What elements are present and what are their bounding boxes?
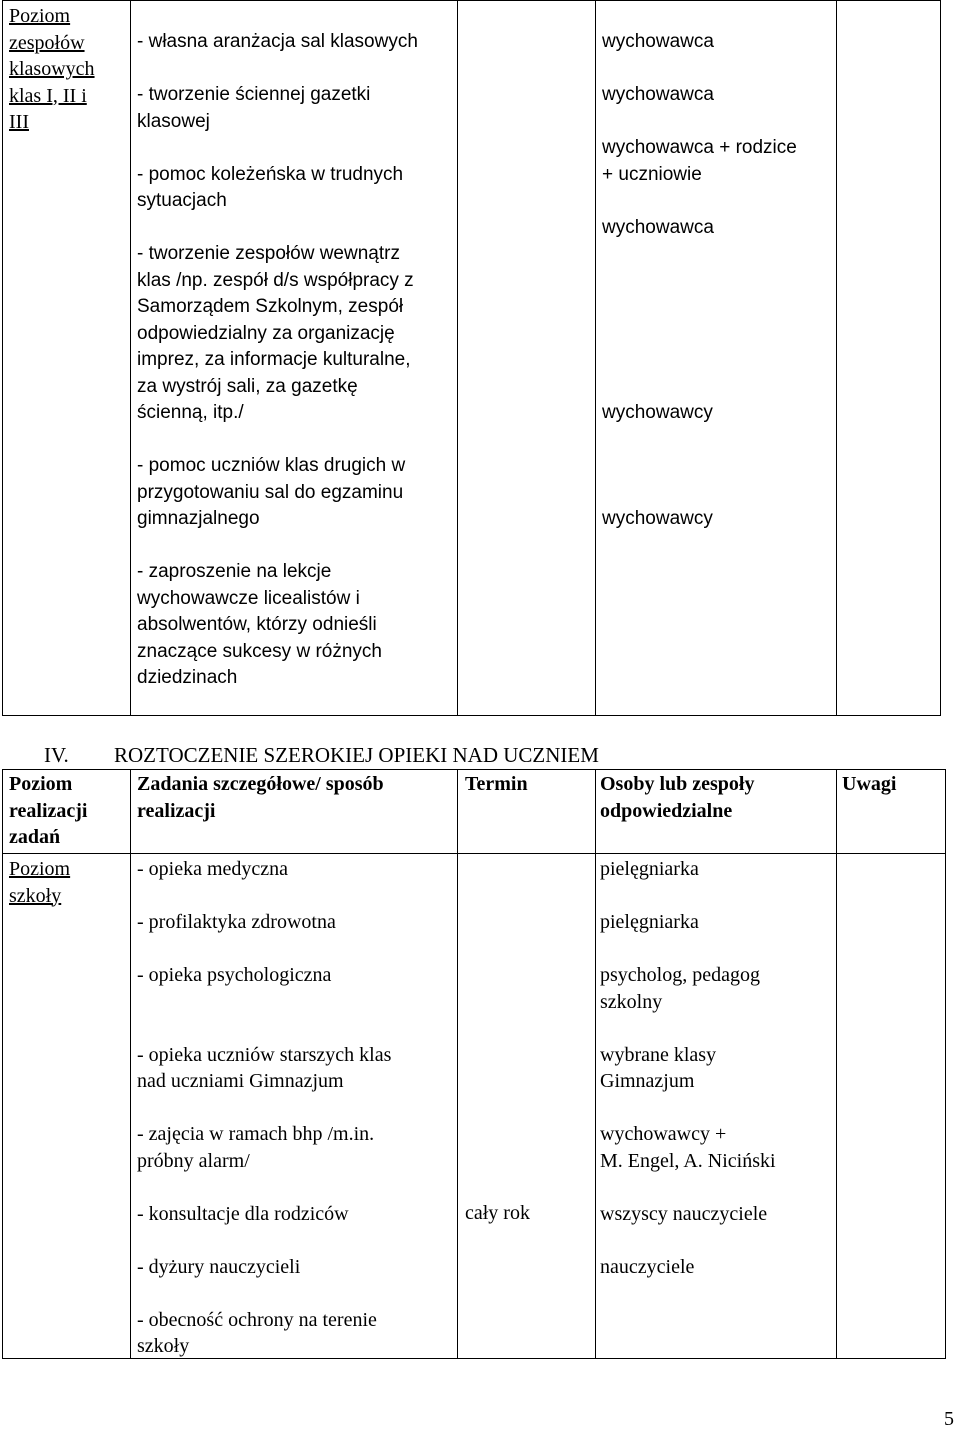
tasks-cell-classes: - własna aranżacja sal klasowych - tworzenie ściennej gazetki klasowej - pomoc koleżeńska w trudnych sytuacjach - tworzenie zespołów wewnątrz klas /np. zespół d/s współpracy z Samorządem Szkolnym, zespół odpowiedzialny za organizację imprez, za informacje kulturalne, za wystrój sali, za gazetkę ścienną, itp./ - pomoc uczniów klas drugich w przygotowaniu sal do egzaminu gimnazjalnego - zaproszenie na lekcje wychowawcze licealistów i absolwentów, którzy odnieśli znaczące sukcesy w różnych dziedzinach [137, 29, 455, 692]
section-title: ROZTOCZENIE SZEROKIEJ OPIEKI NAD UCZNIEM [114, 743, 599, 767]
table-continued-divider [457, 0, 458, 716]
task-item: - pomoc koleżeńska w trudnych [137, 163, 404, 185]
person-item: pielęgniarka [600, 911, 699, 933]
header-notes: Uwagi [842, 773, 897, 795]
task-item: - opieka medyczna [137, 858, 289, 880]
task-item: - zajęcia w ramach bhp /m.in. [137, 1123, 375, 1145]
person-item: wychowawcy [602, 508, 713, 529]
care-table-divider [130, 769, 131, 1359]
task-item: - konsultacje dla rodziców [137, 1202, 349, 1225]
page-number: 5 [944, 1407, 954, 1430]
person-item: wybrane klasy [600, 1043, 717, 1066]
table-continued-divider [595, 0, 596, 716]
task-item: - tworzenie zespołów wewnątrz [137, 243, 400, 264]
care-table-divider [836, 769, 837, 1359]
table-continued-divider [130, 0, 131, 716]
table-continued-divider [836, 0, 837, 716]
section-heading [44, 742, 599, 769]
term-cell: cały rok [465, 1202, 530, 1224]
section-number: IV. [44, 743, 69, 767]
task-item: - własna aranżacja sal klasowych [137, 31, 418, 52]
care-table-header-rule [2, 853, 946, 854]
person-item: wychowawca [602, 84, 714, 105]
person-item: pielęgniarka [600, 858, 699, 880]
person-item: psycholog, pedagog [600, 964, 760, 986]
person-item: wychowawca [602, 31, 714, 52]
task-item: - tworzenie ściennej gazetki [137, 84, 371, 105]
header-level: Poziom realizacji zadań [9, 773, 88, 848]
task-item: - opieka psychologiczna [137, 964, 332, 986]
task-item: - opieka uczniów starszych klas [137, 1043, 392, 1066]
header-tasks: Zadania szczegółowe/ sposób realizacji [137, 773, 384, 822]
tasks-cell-school: - opieka medyczna - profilaktyka zdrowotna - opieka psychologiczna - opieka uczniów starszych klas nad uczniami Gimnazjum - zajęcia w ramach bhp /m.in. próbny alarm/ - konsultacje dla rodziców - dyżury nauczycieli - obecność ochrony na terenie szkoły [137, 856, 455, 1360]
person-item: wszyscy nauczyciele [600, 1202, 768, 1225]
person-item: wychowawca [602, 216, 714, 238]
person-item: wychowawca + rodzice [602, 137, 797, 158]
task-item: - zaproszenie na lekcje [137, 561, 332, 582]
header-term: Termin [465, 773, 528, 795]
level-cell-school: Poziom szkoły [9, 858, 71, 907]
person-item: nauczyciele [600, 1255, 695, 1278]
person-item: wychowawcy + [600, 1123, 727, 1145]
level-cell-classes: Poziom zespołów klasowych klas I, II i III [9, 5, 95, 133]
task-item: - pomoc uczniów klas drugich w [137, 455, 406, 476]
task-item: - dyżury nauczycieli [137, 1255, 301, 1278]
task-item: - obecność ochrony na terenie [137, 1308, 377, 1331]
header-persons: Osoby lub zespoły odpowiedzialne [600, 773, 755, 822]
care-table-divider [595, 769, 596, 1359]
person-item: wychowawcy [602, 402, 713, 423]
persons-cell-school: pielęgniarka pielęgniarka psycholog, pedagog szkolny wybrane klasy Gimnazjum wychowawcy + M. Engel, A. Niciński wszyscy nauczyciele nauczyciele [600, 856, 834, 1280]
persons-cell-classes: wychowawca wychowawca wychowawca + rodzice + uczniowie wychowawca wychowawcy wychowawcy [602, 29, 834, 533]
task-item: - profilaktyka zdrowotna [137, 911, 336, 933]
care-table-divider [457, 769, 458, 1359]
